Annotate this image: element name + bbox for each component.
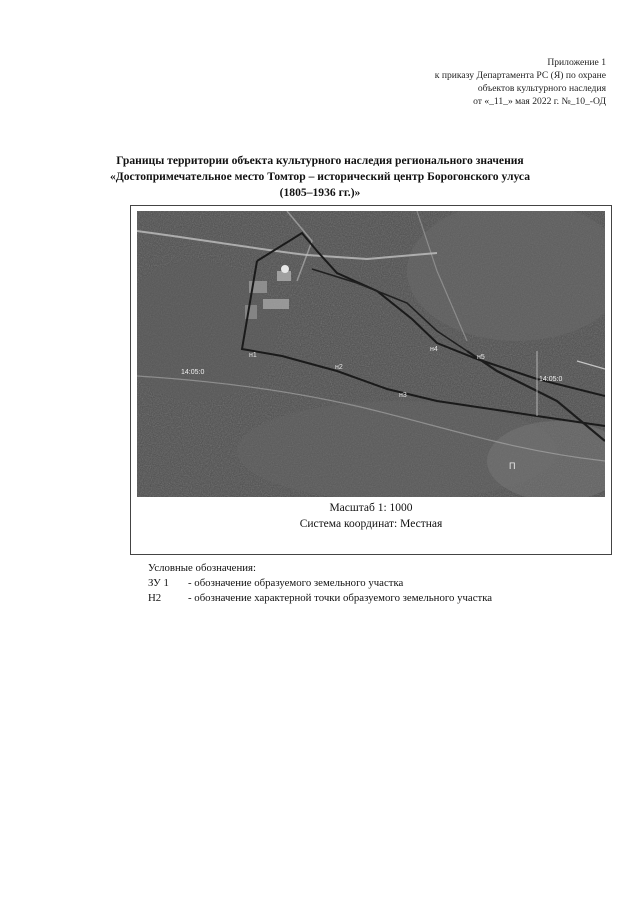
legend-description: - обозначение характерной точки образуемого земельного участка [188,592,493,604]
appendix-line: от «_11_» мая 2022 г. №_10_-ОД [473,96,606,107]
map-scale: Масштаб 1: 1000 [329,502,413,514]
map-label-point-n3: н3 [399,392,407,399]
map-label-point-n2: н2 [335,364,343,371]
appendix-header [435,56,606,108]
map-label-parcel-right: 14:05:0 [539,376,563,383]
appendix-line: Приложение 1 [547,57,606,68]
legend-code: Н2 [148,592,162,604]
title-line: Границы территории объекта культурного наследия регионального значения [116,154,524,167]
map-label-parcel-left: 14:05:0 [181,369,205,376]
legend-code: ЗУ 1 [148,577,169,589]
legend [148,561,492,606]
title-line: «Достопримечательное место Томтор – исторический центр Борогонского улуса [109,170,530,183]
document-title [60,153,580,201]
legend-item [148,591,492,606]
legend-item [148,576,492,591]
map-label-area-marker: П [509,461,516,471]
map-label-point-n1: н1 [249,352,257,359]
map-frame [130,205,612,555]
map-image [137,211,605,497]
title-line: (1805–1936 гг.)» [279,186,361,199]
coordinate-system: Система координат: Местная [299,518,443,530]
legend-title: Условные обозначения: [148,562,256,574]
legend-description: - обозначение образуемого земельного участка [188,577,404,589]
appendix-line: к приказу Департамента РС (Я) по охране [434,70,606,81]
appendix-line: объектов культурного наследия [477,83,606,94]
map-label-point-n4: н4 [430,346,438,353]
map-label-point-n5: н5 [477,354,485,361]
